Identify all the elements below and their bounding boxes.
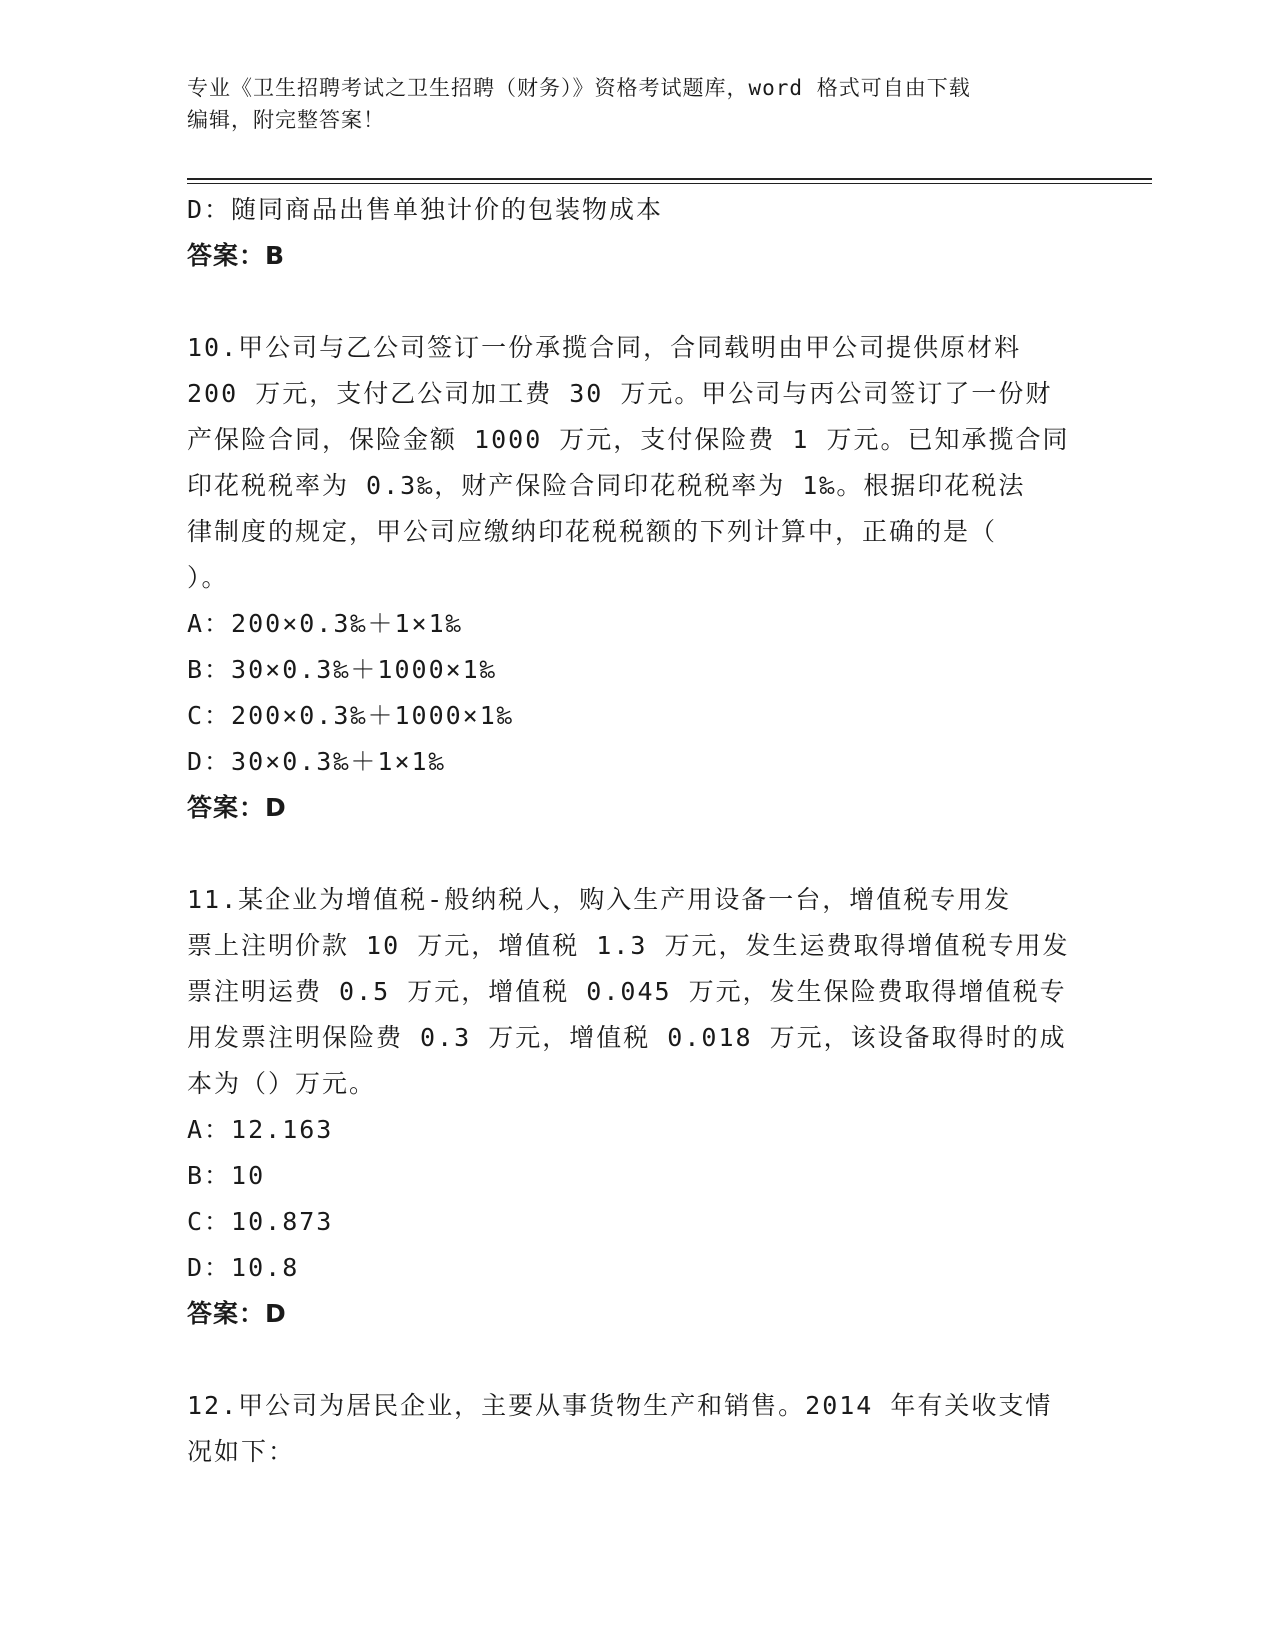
q9-answer: 答案：B bbox=[187, 241, 286, 270]
q10-stem-line: 印花税税率为 0.3‰，财产保险合同印花税税率为 1‰。根据印花税法 bbox=[187, 471, 1026, 500]
q9-option-d: D：随同商品出售单独计价的包装物成本 bbox=[187, 195, 664, 224]
q11-stem-line: 票上注明价款 10 万元，增值税 1.3 万元，发生运费取得增值税专用发 bbox=[187, 931, 1070, 960]
q11-stem-line: 用发票注明保险费 0.3 万元，增值税 0.018 万元，该设备取得时的成 bbox=[187, 1023, 1067, 1052]
spacer bbox=[187, 1337, 1087, 1383]
q10-answer: 答案：D bbox=[187, 793, 287, 822]
header-line-2: 编辑，附完整答案！ bbox=[187, 108, 385, 132]
q10-option-a: A：200×0.3‰＋1×1‰ bbox=[187, 609, 463, 638]
q10-option-d: D：30×0.3‰＋1×1‰ bbox=[187, 747, 446, 776]
spacer bbox=[187, 831, 1087, 877]
q11-answer: 答案：D bbox=[187, 1299, 287, 1328]
q10-option-c: C：200×0.3‰＋1000×1‰ bbox=[187, 701, 514, 730]
q11-stem-line: 11.某企业为增值税-般纳税人，购入生产用设备一台，增值税专用发 bbox=[187, 885, 1012, 914]
question-10 bbox=[187, 325, 1087, 831]
header-divider-thick bbox=[187, 178, 1152, 180]
q11-option-b: B：10 bbox=[187, 1161, 266, 1190]
q11-option-d: D：10.8 bbox=[187, 1253, 300, 1282]
spacer bbox=[187, 279, 1087, 325]
page-header bbox=[187, 72, 1067, 136]
q11-option-c: C：10.873 bbox=[187, 1207, 334, 1236]
q11-stem-line: 本为（）万元。 bbox=[187, 1069, 377, 1098]
q10-stem-line: 200 万元，支付乙公司加工费 30 万元。甲公司与丙公司签订了一份财 bbox=[187, 379, 1053, 408]
q10-stem-line: 10.甲公司与乙公司签订一份承揽合同，合同载明由甲公司提供原材料 bbox=[187, 333, 1022, 362]
q12-stem-line: 12.甲公司为居民企业，主要从事货物生产和销售。2014 年有关收支情 bbox=[187, 1391, 1053, 1420]
header-divider-thin bbox=[187, 183, 1152, 184]
header-line-1: 专业《卫生招聘考试之卫生招聘（财务）》资格考试题库，word 格式可自由下载 bbox=[187, 76, 971, 100]
question-11 bbox=[187, 877, 1087, 1337]
q12-stem-line: 况如下： bbox=[187, 1437, 296, 1466]
q10-option-b: B：30×0.3‰＋1000×1‰ bbox=[187, 655, 497, 684]
question-12 bbox=[187, 1383, 1087, 1475]
q10-stem-line: ）。 bbox=[187, 563, 229, 592]
q11-option-a: A：12.163 bbox=[187, 1115, 334, 1144]
q11-stem-line: 票注明运费 0.5 万元，增值税 0.045 万元，发生保险费取得增值税专 bbox=[187, 977, 1067, 1006]
q10-stem-line: 产保险合同，保险金额 1000 万元，支付保险费 1 万元。已知承揽合同 bbox=[187, 425, 1070, 454]
question-content bbox=[187, 187, 1087, 1475]
q10-stem-line: 律制度的规定，甲公司应缴纳印花税税额的下列计算中，正确的是（ bbox=[187, 517, 998, 546]
